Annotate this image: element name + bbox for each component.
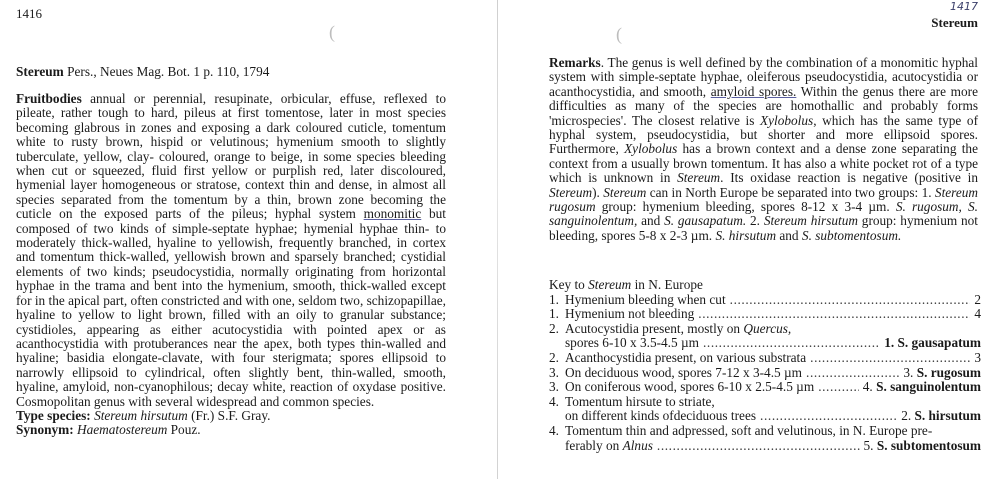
key-row-text-main: Hymenium not bleeding: [565, 306, 695, 322]
key-row-text-main: ferably on: [565, 437, 623, 453]
key-row: [549, 351, 981, 366]
remarks-section: [549, 56, 978, 243]
key-row-number: 2.: [549, 349, 559, 365]
remarks-segment: group: hymenium bleeding, spores 8-12 x 3-4 µm.: [595, 199, 896, 215]
key-row-result: [884, 336, 981, 351]
remarks-segment: can in North Europe be separated into two groups: 1.: [646, 184, 935, 200]
leader-dots: [818, 380, 859, 395]
page-number-right-handwritten: 1417: [950, 0, 978, 13]
description-text: annual or perennial, resupinate, orbicular, effuse, reflexed to pileate, rather tough to hard, pileus at first tomentose, later in most species becoming glabrous in zones and exposing a dark coloured cuticle, tomentum white to rusty brown, hispid or velutinous; hymenium smooth to slightly tuberculate, yellow, clay- coloured, orange to beige, in some species bleeding when cut or squeezed, fluid first yellow or purplish red, later discoloured, hymenial layer homogeneous or stratose, context thin and dense, in almost all species separated from the tomentum by a thin, brown zone becoming the cuticle on the exposed parts of the pileus; hyphal system: [16, 91, 446, 222]
synonym-name: Haematostereum: [76, 422, 168, 438]
handwritten-underline-amyloid-spores: amyloid spores.: [710, 83, 797, 99]
remarks-segment: S. subtomentosum.: [801, 227, 902, 243]
key-row-number: 1.: [549, 306, 559, 322]
key-row-result: [974, 307, 981, 322]
remarks-segment: . The genus is well defined by the combination of a monomitic hyphal system with simple-septate hyphae, oleiferous pseudocystidia, acutocystidia or acanthocystidia, and smooth,: [549, 55, 978, 99]
key-row-number: 3.: [549, 364, 559, 380]
key-row-text-main: On coniferous wood, spores 6-10 x 2.5-4.5 µm: [565, 379, 815, 395]
remarks-segment: S. rugosum, S. sanguinolentum,: [549, 199, 979, 229]
key-title-suffix: in N. Europe: [631, 277, 703, 292]
leader-dots: [657, 439, 860, 454]
key-row-result: [974, 351, 981, 366]
key-row-text: [565, 366, 802, 381]
remarks-segment: , which has the same type of hyphal system, pseudocystidia, but shorter and more ellipsoid spores. Furthermore,: [549, 112, 978, 157]
key-row: [549, 322, 981, 337]
key-row-text-main: Hymenium bleeding when cut: [565, 291, 726, 307]
remarks-segment: Stereum: [677, 170, 721, 186]
key-row-text-italic: Quercus,: [743, 320, 792, 336]
key-row-text: [565, 439, 653, 454]
remarks-paragraph: [549, 56, 978, 243]
key-row-text: [565, 336, 699, 351]
key-row: [549, 293, 981, 308]
key-row-text: [565, 307, 694, 322]
key-row: [549, 409, 981, 424]
remarks-segment: Stereum: [549, 184, 593, 200]
key-row-text-main: on different kinds ofdeciduous trees: [565, 408, 757, 424]
key-row-text-main: Tomentum hirsute to striate,: [565, 393, 715, 409]
key-result-number: 5.: [863, 437, 877, 453]
key-row: [549, 336, 981, 351]
key-row-result: [863, 380, 981, 395]
remarks-segment: group: hymenium not bleeding, spores 5-8 x 2-3 µm.: [549, 213, 978, 243]
type-species-line: [16, 409, 446, 423]
remarks-label: Remarks: [549, 55, 601, 70]
key-row: [549, 380, 981, 395]
page-number-left: 1416: [16, 6, 42, 21]
key-row-text: [565, 380, 814, 395]
remarks-segment: and: [637, 213, 665, 229]
key-result-number: 2.: [901, 408, 915, 424]
key-row-text-main: Acanthocystidia present, on various substrata: [565, 349, 807, 365]
key-row-text-italic: Alnus: [622, 437, 653, 453]
key-result-taxon: S. rugosum: [916, 364, 981, 380]
description-text-cont: but composed of two kinds of simple-septate hyphae; hymenial hyphae thin- to moderately thick-walled, hyaline to yellowish, frequently branched, in cortex and tomentum thick-walled, yellowish brown and sparsely branched; cystidial elements of two kinds; pseudocystidia, normally originating from horizontal hyphae in the trama and bent into the hymenium, smooth, thick-walled except for in the apical part, often constricted and with one, seldom two, schizopapillae, hyaline to yellow to light brown, filled with an oily to granular substance; cystidioles, appearing as either acutocystidia with pointed apex or as acanthocystidia with protuberances near the apex, both types thin-walled and hyaline; basidia elongate-clavate, with four sterigmata; spores ellipsoid to narrowly ellipsoid to cylindrical, often slightly bent, thin-walled, smooth, hyaline, amyloid, non-cyanophilous; decay white, reaction of oxydase positive. Cosmopolitan genus with several widespread and common species.: [16, 206, 446, 409]
pencil-mark-icon: (: [616, 24, 622, 44]
key-row-result: [901, 409, 981, 424]
type-species-label: Type species:: [16, 407, 91, 423]
key-result-taxon: 4: [974, 306, 981, 322]
genus-name: Stereum: [16, 64, 64, 79]
description-label: Fruitbodies: [16, 91, 82, 106]
key-row: [549, 395, 981, 410]
type-species-authority: (Fr.) S.F. Gray.: [187, 407, 271, 423]
handwritten-underline-monomitic: monomitic: [363, 206, 422, 222]
remarks-segment: 2.: [746, 213, 764, 229]
key-result-taxon: 1. S. gausapatum: [884, 335, 981, 351]
key-row: [549, 307, 981, 322]
key-title-genus: Stereum: [588, 277, 632, 292]
running-head: Stereum: [931, 15, 978, 30]
remarks-segment: ).: [592, 184, 604, 200]
remarks-segment: has a brown context and a dense zone separating the context from a usually brown tomentum. It has also a white pocket rot of a type which is unknown in: [549, 141, 978, 186]
page-gutter-divider: [497, 0, 498, 479]
remarks-segment: Xylobolus: [760, 112, 814, 128]
leader-dots: [806, 366, 899, 381]
key-row-text: [565, 395, 715, 410]
key-result-number: 4.: [862, 379, 877, 395]
key-result-taxon: 3: [974, 349, 981, 365]
key-row-text-main: Acutocystidia present, mostly on: [565, 320, 744, 336]
remarks-segment: . Its oxidase reaction is negative (positive in: [720, 170, 978, 186]
synonym-label: Synonym:: [16, 422, 74, 438]
synonym-authority: Pouz.: [167, 422, 201, 438]
key-row: [549, 366, 981, 381]
synonym-line: [16, 423, 446, 437]
key-row-text-main: On deciduous wood, spores 7-12 x 3-4.5 µm: [565, 364, 803, 380]
key-row-text-main: Tomentum thin and adpressed, soft and velutinous, in N. Europe pre-: [565, 422, 933, 438]
leader-dots: [730, 293, 971, 308]
key-rows: [549, 293, 981, 454]
key-row-text: [565, 424, 932, 439]
remarks-segment: Within the genus there are more difficulties as many of the species are homothallic and probably forms 'microspecies'. The closest relative is: [549, 83, 979, 128]
key-row-number: 4.: [549, 422, 559, 438]
leader-dots: [760, 409, 897, 424]
remarks-segment: Stereum: [603, 184, 647, 200]
description-paragraph: [16, 92, 446, 409]
key-row-result: [903, 366, 981, 381]
key-row-text: [565, 409, 756, 424]
identification-key: [549, 278, 981, 453]
key-result-taxon: S. subtomentosum: [876, 437, 981, 453]
key-row-text-main: spores 6-10 x 3.5-4.5 µm: [565, 335, 699, 351]
key-row-number: 3.: [549, 379, 559, 395]
leader-dots: [703, 336, 880, 351]
remarks-segment: Stereum rugosum: [549, 184, 979, 215]
remarks-segment: Xylobolus: [624, 141, 678, 157]
leader-dots: [810, 351, 970, 366]
right-page: [500, 0, 997, 479]
key-row-result: [974, 293, 981, 308]
key-row-text: [565, 351, 806, 366]
key-row-number: 4.: [549, 393, 559, 409]
key-row-number: 1.: [549, 291, 559, 307]
remarks-segment: S. hirsutum: [715, 227, 777, 243]
key-result-taxon: S. sanguinolentum: [876, 379, 981, 395]
genus-citation: Pers., Neues Mag. Bot. 1 p. 110, 1794: [63, 64, 270, 79]
leader-dots: [698, 307, 970, 322]
pencil-mark-icon: (: [329, 22, 335, 42]
key-result-taxon: S. hirsutum: [914, 408, 981, 424]
remarks-segment: S. gausapatum.: [664, 213, 747, 229]
key-row-text: [565, 322, 791, 337]
key-result-taxon: 2: [974, 291, 981, 307]
remarks-segment: and: [776, 227, 802, 243]
key-result-number: 3.: [903, 364, 917, 380]
genus-heading: [16, 64, 269, 80]
key-row: [549, 439, 981, 454]
remarks-segment: Stereum hirsutum: [763, 213, 858, 229]
key-title: [549, 278, 981, 293]
key-row-text: [565, 293, 726, 308]
type-species-name: Stereum hirsutum: [94, 407, 188, 423]
key-row-result: [864, 439, 981, 454]
key-row: [549, 424, 981, 439]
genus-description: [16, 92, 446, 438]
left-page: [0, 0, 487, 479]
key-title-prefix: Key to: [549, 277, 589, 292]
key-row-number: 2.: [549, 320, 559, 336]
